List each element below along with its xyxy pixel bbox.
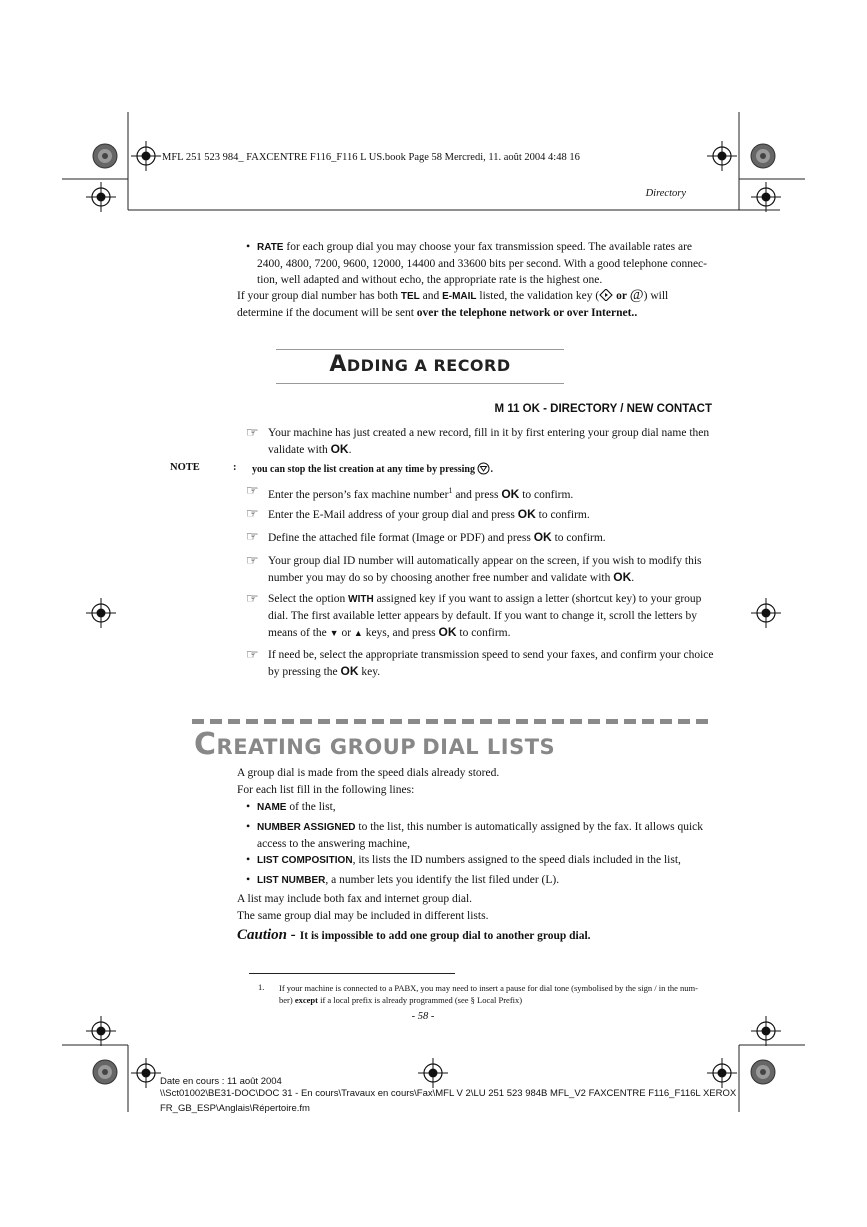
- color-wheel-icon: [92, 143, 118, 169]
- stop-key-icon: [477, 462, 490, 475]
- footer-path: \\Sct01002\BE31-DOC\DOC 31 - En cours\Travaux en cours\Fax\MFL V 2\LU 251 523 984B MFL_V2 FAXCENTRE F116_F116L XEROX: [160, 1088, 737, 1099]
- at-key-icon: @: [629, 287, 644, 303]
- page-number: - 58 -: [411, 1011, 435, 1022]
- down-arrow-key-icon: ▼: [329, 628, 339, 638]
- registration-target-icon: [707, 1058, 737, 1088]
- color-wheel-icon: [750, 1059, 776, 1085]
- section-header: Directory: [645, 188, 686, 199]
- footnote-number: 1.: [258, 982, 265, 992]
- registration-target-icon: [131, 1058, 161, 1088]
- step-fax-number: Enter the person’s fax machine number$^1$ and press OK to confirm.: [268, 486, 574, 501]
- bullet-icon: •: [246, 799, 251, 813]
- pointing-hand-icon: ☞: [246, 507, 259, 522]
- pointing-hand-icon: ☞: [246, 426, 259, 441]
- bullet-icon: •: [246, 819, 251, 833]
- list-same-group-note: The same group dial may be included in different lists.: [237, 910, 489, 922]
- up-arrow-key-icon: ▲: [353, 628, 363, 638]
- bullet-icon: •: [246, 852, 251, 866]
- footer-date: Date en cours : 11 août 2004: [160, 1076, 282, 1087]
- tel-key: TEL: [400, 291, 420, 302]
- color-wheel-icon: [750, 143, 776, 169]
- pointing-hand-icon: ☞: [246, 648, 259, 663]
- note-label: NOTE: [170, 462, 200, 473]
- step-id-number: Your group dial ID number will automatically appear on the screen, if you wish to modify this number you may do so by choosing another free number and validate with OK.: [268, 555, 702, 584]
- pointing-hand-icon: ☞: [246, 554, 259, 569]
- registration-target-icon: [86, 1016, 116, 1046]
- step-create-record: Your machine has just created a new record, fill in it by first entering your group dial name then validate with OK.: [268, 427, 710, 456]
- title-rule-top: [276, 349, 564, 350]
- section-title-group-lists: CREATING GROUP DIAL LISTS: [194, 727, 556, 762]
- title-rule-bottom: [276, 383, 564, 384]
- rate-key: RATE: [257, 242, 284, 253]
- registration-target-icon: [418, 1058, 448, 1088]
- step-email: Enter the E-Mail address of your group dial and press OK to confirm.: [268, 507, 590, 521]
- note-colon: :: [233, 462, 237, 473]
- list-item-number-assigned: NUMBER ASSIGNED to the list, this number is automatically assigned by the fax. It allows quick access to the answering machine,: [257, 821, 704, 850]
- step-shortcut-key: Select the option WITH assigned key if you want to assign a letter (shortcut key) to your group dial. The first available letter appears by default. If you want to change it, scroll the letters by means of the ▼ or ▲ keys, and press OK to confirm.: [268, 593, 702, 639]
- section-title-adding-record: ADDING A RECORD: [329, 352, 511, 377]
- list-item-name: NAME of the list,: [257, 801, 336, 813]
- section-divider: [192, 719, 712, 724]
- list-item-list-number: LIST NUMBER, a number lets you identify the list filed under (L).: [257, 874, 560, 886]
- registration-target-icon: [751, 1016, 781, 1046]
- caution-note: Caution - It is impossible to add one group dial to another group dial.: [237, 927, 591, 943]
- note-text: you can stop the list creation at any time by pressing .: [252, 464, 493, 475]
- email-key: E-MAIL: [442, 291, 477, 302]
- footnote-text: If your machine is connected to a PABX, you may need to insert a pause for dial tone (symbolised by the sign / in the num- ber) except if a local prefix is already programmed (see § Local Prefix): [279, 983, 698, 1005]
- footer-path-filename: FR_GB_ESP\Anglais\Répertoire.fm: [160, 1103, 310, 1114]
- pointing-hand-icon: ☞: [246, 592, 259, 607]
- registration-target-icon: [751, 182, 781, 212]
- bullet-icon: •: [246, 239, 251, 253]
- registration-target-icon: [131, 141, 161, 171]
- start-key-icon: [599, 289, 613, 301]
- pointing-hand-icon: ☞: [246, 484, 259, 499]
- registration-target-icon: [751, 598, 781, 628]
- pointing-hand-icon: ☞: [246, 530, 259, 545]
- bullet-icon: •: [246, 872, 251, 886]
- registration-target-icon: [86, 182, 116, 212]
- registration-target-icon: [86, 598, 116, 628]
- validation-key-paragraph: If your group dial number has both TEL and E-MAIL listed, the validation key ( or @) will determine if the document will be sent over the telephone network or over Internet..: [237, 287, 669, 319]
- group-dial-intro: A group dial is made from the speed dials already stored.: [237, 767, 500, 779]
- color-wheel-icon: [92, 1059, 118, 1085]
- step-file-format: Define the attached file format (Image or PDF) and press OK to confirm.: [268, 530, 606, 544]
- list-item-composition: LIST COMPOSITION, its lists the ID numbers assigned to the speed dials included in the list,: [257, 854, 681, 866]
- footnote-rule: [249, 973, 455, 974]
- book-info-line: MFL 251 523 984_ FAXCENTRE F116_F116 L US.book Page 58 Mercredi, 11. août 2004 4:48 16: [162, 152, 580, 163]
- list-fax-internet-note: A list may include both fax and internet group dial.: [237, 893, 473, 905]
- list-fill-intro: For each list fill in the following lines:: [237, 784, 415, 796]
- rate-paragraph: RATE for each group dial you may choose your fax transmission speed. The available rates are 2400, 4800, 7200, 9600, 12000, 14400 and 33600 bits per second. With a good telephone connec- tion, well adapted and without echo, the appropriate rate is the highest one.: [257, 241, 707, 286]
- menu-path: M 11 OK - DIRECTORY / NEW CONTACT: [494, 403, 712, 415]
- step-transmission-speed: If need be, select the appropriate transmission speed to send your faxes, and confirm your choice by pressing the OK key.: [268, 649, 714, 678]
- registration-target-icon: [707, 141, 737, 171]
